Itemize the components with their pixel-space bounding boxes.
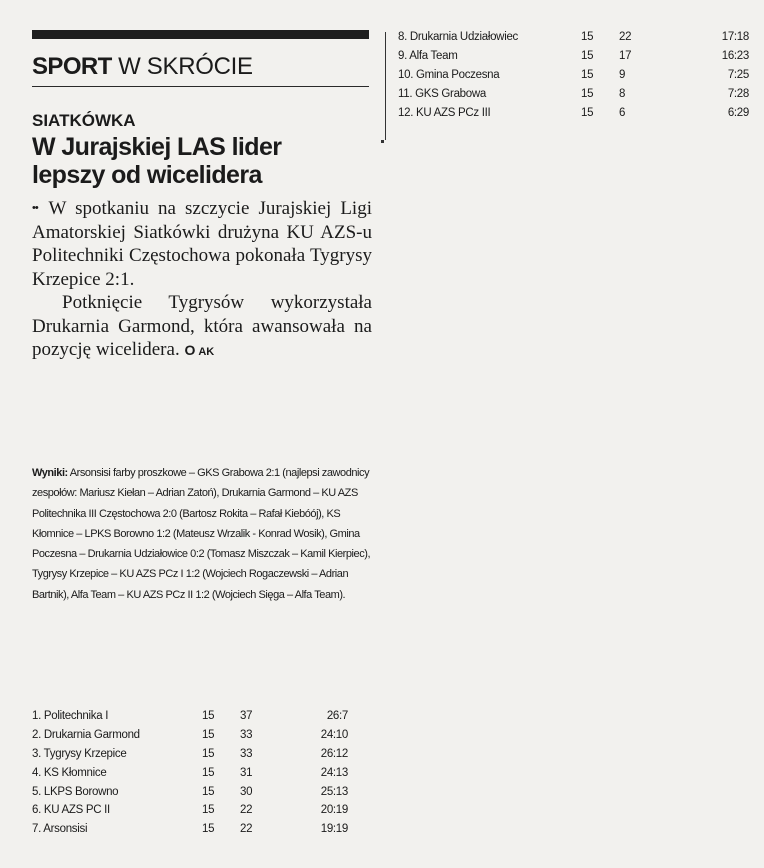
results-label: Wyniki: — [32, 467, 68, 479]
standings-table-left — [32, 707, 348, 839]
standings-sets: 20:19 — [320, 804, 348, 817]
article-lead — [32, 197, 372, 365]
standings-team: 11. GKS Grabowa — [398, 87, 486, 100]
standings-sets: 24:13 — [320, 766, 348, 779]
standings-points: 30 — [240, 785, 253, 798]
table-row — [398, 28, 749, 47]
standings-points: 17 — [619, 50, 632, 63]
standings-games: 15 — [202, 710, 215, 723]
standings-points: 22 — [240, 823, 253, 836]
standings-sets: 26:7 — [326, 710, 348, 723]
table-row — [32, 782, 348, 801]
standings-sets: 25:13 — [320, 785, 348, 798]
end-mark-icon: O — [184, 342, 196, 358]
standings-sets: 24:10 — [320, 729, 348, 742]
standings-games: 15 — [202, 804, 215, 817]
section-bottom-rule — [32, 86, 369, 87]
standings-sets: 6:29 — [727, 106, 749, 119]
standings-games: 15 — [581, 50, 594, 63]
section-header-bold: SPORT — [32, 53, 112, 80]
standings-games: 15 — [202, 823, 215, 836]
standings-games: 15 — [581, 68, 594, 81]
section-header — [32, 53, 372, 81]
standings-sets: 26:12 — [320, 747, 348, 760]
standings-points: 33 — [240, 729, 253, 742]
standings-games: 15 — [581, 87, 594, 100]
standings-team: 7. Arsonsisi — [32, 823, 88, 836]
table-row — [398, 66, 749, 85]
table-row — [32, 707, 348, 726]
table-row — [398, 84, 749, 103]
headline-line-2: lepszy od wicelidera — [32, 161, 262, 189]
section-header-light: W SKRÓCIE — [118, 53, 253, 80]
article-headline — [32, 133, 372, 189]
lead-text-2: Potknięcie Tygrysów wykorzystała Drukarnia Garmond, która awansowała na pozycję wicelidera. — [32, 292, 372, 360]
standings-sets: 16:23 — [721, 50, 749, 63]
table-row — [32, 726, 348, 745]
column-divider — [385, 32, 386, 140]
lead-paragraph-1 — [32, 197, 372, 291]
standings-points: 9 — [619, 68, 626, 81]
standings-games: 15 — [202, 785, 215, 798]
standings-points: 22 — [240, 804, 253, 817]
standings-points: 31 — [240, 766, 253, 779]
standings-team: 3. Tygrysy Krzepice — [32, 747, 127, 760]
standings-team: 12. KU AZS PCz III — [398, 106, 491, 119]
author-initials: AK — [198, 346, 215, 358]
results-paragraph — [32, 463, 377, 605]
table-row — [32, 763, 348, 782]
standings-points: 6 — [619, 106, 626, 119]
standings-team: 6. KU AZS PC II — [32, 804, 110, 817]
standings-games: 15 — [581, 106, 594, 119]
standings-points: 22 — [619, 31, 632, 44]
standings-team: 8. Drukarnia Udziałowiec — [398, 31, 518, 44]
standings-points: 8 — [619, 87, 626, 100]
standings-team: 1. Politechnika I — [32, 710, 109, 723]
table-row — [32, 820, 348, 839]
standings-games: 15 — [202, 729, 215, 742]
standings-games: 15 — [202, 747, 215, 760]
article-kicker: SIATKÓWKA — [32, 111, 136, 130]
results-text: Arsonsisi farby proszkowe – GKS Grabowa 2:1 (najlepsi zawodnicy zespołów: Mariusz Kiełan – Adrian Zatoń), Drukarnia Garmond – KU AZS Politechnika III Częstochowa 2:0 (Bartosz Rokita – Rafał Kiebóój), KS Kłomnice – LPKS Borowno 1:2 (Mateusz Wrzalik - Konrad Wosik), Gmina Poczesna – Drukarnia Udziałowice 0:2 (Tomasz Miszczak – Kamil Kierpiec), Tygrysy Krzepice – KU AZS PCz I 1:2 (Wojciech Rogaczewski – Adrian Bartnik), Alfa Team – KU AZS PCz II 1:2 (Wojciech Sięga – Alfa Team). — [32, 467, 371, 601]
table-row — [32, 745, 348, 764]
standings-team: 4. KS Kłomnice — [32, 766, 107, 779]
article-column — [32, 30, 372, 365]
standings-sets: 7:25 — [727, 68, 749, 81]
standings-points: 37 — [240, 710, 253, 723]
standings-team: 5. LKPS Borowno — [32, 785, 119, 798]
lead-paragraph-2 — [32, 291, 372, 365]
standings-table-right — [398, 28, 749, 122]
headline-line-1: W Jurajskiej LAS lider — [32, 133, 282, 161]
table-row — [398, 103, 749, 122]
standings-points: 33 — [240, 747, 253, 760]
standings-sets: 7:28 — [727, 87, 749, 100]
standings-sets: 19:19 — [320, 823, 348, 836]
standings-team: 9. Alfa Team — [398, 50, 458, 63]
column-divider-tick — [381, 140, 384, 143]
standings-games: 15 — [581, 31, 594, 44]
lead-bullets: •• — [32, 202, 38, 214]
standings-team: 10. Gmina Poczesna — [398, 68, 500, 81]
table-row — [398, 47, 749, 66]
section-top-rule — [32, 30, 369, 39]
lead-text-1: W spotkaniu na szczycie Jurajskiej Ligi Amatorskiej Siatkówki drużyna KU AZS-u Politechniki Częstochowa pokonała Tygrysy Krzepice 2:1. — [32, 198, 372, 290]
standings-games: 15 — [202, 766, 215, 779]
table-row — [32, 801, 348, 820]
standings-sets: 17:18 — [721, 31, 749, 44]
standings-team: 2. Drukarnia Garmond — [32, 729, 140, 742]
